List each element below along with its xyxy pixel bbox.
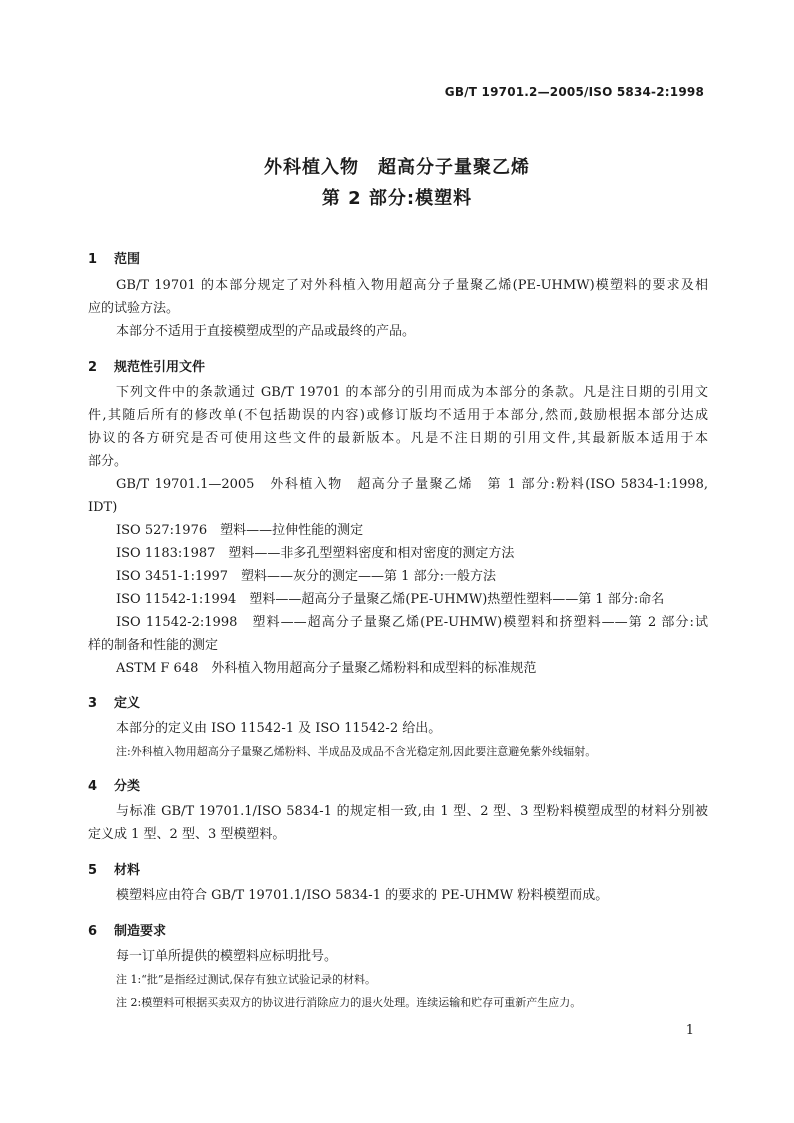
reference-entry: ISO 11542-2:1998 塑料——超高分子量聚乙烯(PE-UHMW)模塑料和挤塑料——第 2 部分:试 [116, 615, 708, 630]
reference-entry: ASTM F 648 外科植入物用超高分子量聚乙烯粉料和成型料的标准规范 [116, 661, 537, 676]
standard-code-header: GB/T 19701.2—2005/ISO 5834-2:1998 [444, 85, 704, 99]
paragraph-line: 每一订单所提供的模塑料应标明批号。 [116, 949, 338, 964]
reference-entry: ISO 1183:1987 塑料——非多孔型塑料密度和相对密度的测定方法 [116, 546, 515, 561]
reference-entry: GB/T 19701.1—2005 外科植入物 超高分子量聚乙烯 第 1 部分:粉料(ISO 5834-1:1998, [116, 477, 708, 492]
section-title: 规范性引用文件 [114, 360, 206, 375]
document-subtitle: 第 2 部分:模塑料 [321, 188, 473, 209]
note-text: 注 1:“批”是指经过测试,保存有独立试验记录的材料。 [116, 973, 376, 986]
section-title: 定义 [114, 696, 141, 711]
paragraph-line: 本部分不适用于直接模塑成型的产品或最终的产品。 [116, 324, 416, 339]
paragraph-line: 应的试验方法。 [88, 301, 180, 316]
note-text: 注:外科植入物用超高分子量聚乙烯粉料、半成品及成品不含光稳定剂,因此要注意避免紫外线辐射。 [116, 745, 597, 758]
section-title: 分类 [114, 779, 141, 794]
paragraph-line: 本部分的定义由 ISO 11542-1 及 ISO 11542-2 给出。 [116, 721, 442, 736]
section-number: 1 [88, 252, 98, 267]
paragraph-line: GB/T 19701 的本部分规定了对外科植入物用超高分子量聚乙烯(PE-UHMW)模塑料的要求及相 [116, 278, 708, 293]
section-title: 材料 [114, 863, 141, 878]
paragraph-line: 定义成 1 型、2 型、3 型模塑料。 [88, 827, 286, 842]
section-number: 6 [88, 924, 98, 939]
section-heading-4 [88, 775, 140, 794]
section-heading-1 [88, 248, 140, 267]
section-number: 3 [88, 696, 98, 711]
section-heading-3 [88, 692, 140, 711]
page-number: 1 [685, 1023, 694, 1038]
section-number: 4 [88, 779, 98, 794]
paragraph-line: 协议的各方研究是否可使用这些文件的最新版本。凡是不注日期的引用文件,其最新版本适用于本 [88, 431, 708, 446]
section-heading-2 [88, 356, 205, 375]
paragraph-line: 与标准 GB/T 19701.1/ISO 5834-1 的规定相一致,由 1 型、2 型、3 型粉料模塑成型的材料分别被 [116, 804, 708, 819]
reference-entry: ISO 3451-1:1997 塑料——灰分的测定——第 1 部分:一般方法 [116, 569, 496, 584]
paragraph-line: 件,其随后所有的修改单(不包括勘误的内容)或修订版均不适用于本部分,然而,鼓励根据本部分达成 [88, 408, 708, 423]
reference-entry: IDT) [88, 500, 118, 515]
section-title: 制造要求 [114, 924, 167, 939]
reference-entry: 样的制备和性能的测定 [88, 638, 219, 653]
section-heading-5 [88, 859, 140, 878]
document-title: 外科植入物 超高分子量聚乙烯 [264, 157, 530, 178]
note-text: 注 2:模塑料可根据买卖双方的协议进行消除应力的退火处理。连续运输和贮存可重新产生应力。 [116, 996, 582, 1009]
paragraph-line: 部分。 [88, 454, 128, 469]
section-number: 2 [88, 360, 98, 375]
paragraph-line: 下列文件中的条款通过 GB/T 19701 的本部分的引用而成为本部分的条款。凡是注日期的引用文 [116, 385, 708, 400]
section-title: 范围 [114, 252, 141, 267]
section-heading-6 [88, 920, 166, 939]
section-number: 5 [88, 863, 98, 878]
paragraph-line: 模塑料应由符合 GB/T 19701.1/ISO 5834-1 的要求的 PE-UHMW 粉料模塑而成。 [116, 888, 609, 903]
reference-entry: ISO 11542-1:1994 塑料——超高分子量聚乙烯(PE-UHMW)热塑性塑料——第 1 部分:命名 [116, 592, 665, 607]
reference-entry: ISO 527:1976 塑料——拉伸性能的测定 [116, 523, 364, 538]
